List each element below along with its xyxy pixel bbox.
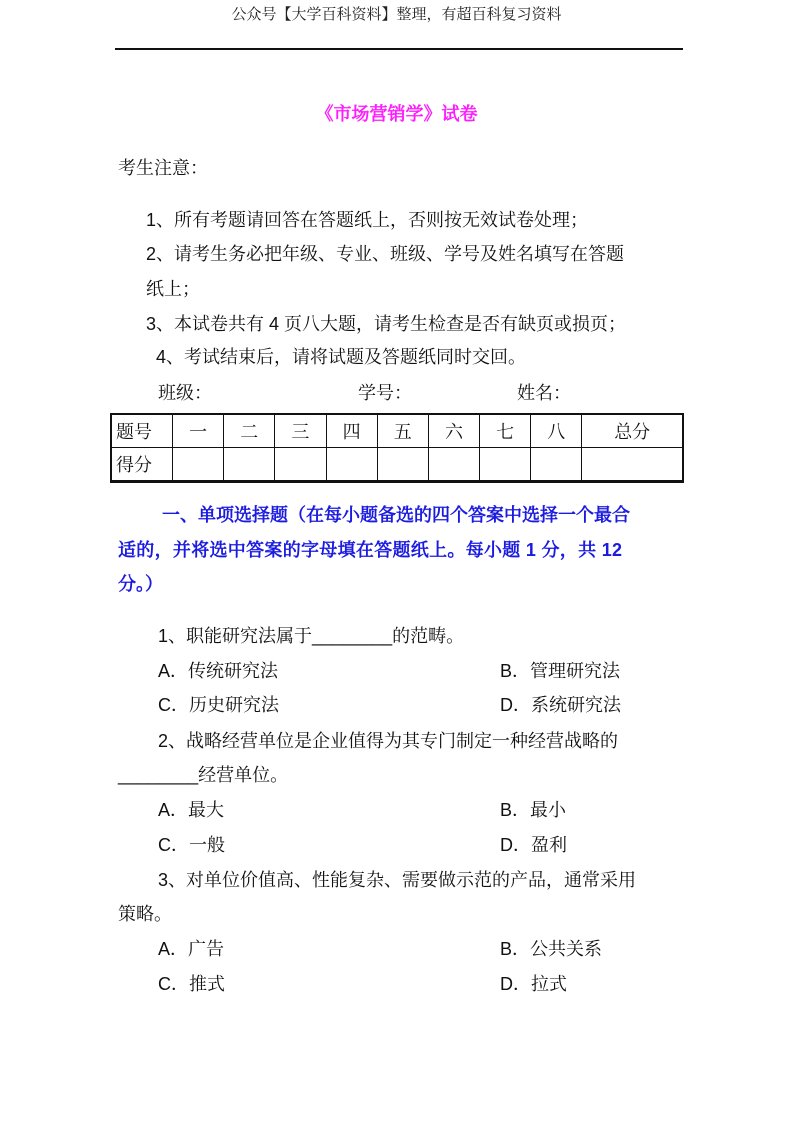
notice-item: 4、考试结束后，请将试题及答题纸同时交回。 bbox=[156, 347, 527, 367]
notice-item: 3、本试卷共有 4 页八大题，请考生检查是否有缺页或损页； bbox=[146, 314, 627, 334]
column-header: 五 bbox=[377, 414, 428, 448]
notice-item: 纸上； bbox=[146, 279, 200, 299]
name-field-label: 姓名： bbox=[517, 383, 571, 403]
column-header: 一 bbox=[173, 414, 224, 448]
option: B．管理研究法 bbox=[500, 661, 621, 681]
question-text: 1、职能研究法属于________的范畴。 bbox=[158, 626, 465, 646]
page-title: 《市场营销学》试卷 bbox=[315, 104, 478, 124]
column-header: 四 bbox=[326, 414, 377, 448]
question-text: 3、对单位价值高、性能复杂、需要做示范的产品，通常采用 bbox=[158, 870, 637, 890]
option: B．最小 bbox=[500, 800, 567, 820]
section-heading: 一、单项选择题（在每小题备选的四个答案中选择一个最合 bbox=[162, 505, 630, 525]
question-text: 2、战略经营单位是企业值得为其专门制定一种经营战略的 bbox=[158, 731, 619, 751]
option: D．系统研究法 bbox=[500, 695, 621, 715]
column-header: 八 bbox=[531, 414, 582, 448]
header-divider bbox=[115, 48, 683, 50]
option: C．一般 bbox=[158, 835, 225, 855]
section-heading: 分。） bbox=[118, 574, 163, 594]
row-label: 得分 bbox=[111, 448, 173, 482]
option: B．公共关系 bbox=[500, 939, 603, 959]
score-cell bbox=[224, 448, 275, 482]
student-id-field-label: 学号： bbox=[358, 383, 412, 403]
row-label: 题号 bbox=[111, 414, 173, 448]
option: A．最大 bbox=[158, 800, 225, 820]
option: A．传统研究法 bbox=[158, 661, 279, 681]
score-cell bbox=[582, 448, 683, 482]
score-cell bbox=[275, 448, 326, 482]
score-cell bbox=[480, 448, 531, 482]
table-row bbox=[111, 448, 683, 482]
header-watermark: 公众号【大学百科资料】整理，有超百科复习资料 bbox=[231, 7, 562, 23]
column-header: 六 bbox=[428, 414, 479, 448]
column-header: 三 bbox=[275, 414, 326, 448]
option: A．广告 bbox=[158, 939, 225, 959]
score-cell bbox=[377, 448, 428, 482]
score-cell bbox=[531, 448, 582, 482]
notice-item: 1、所有考题请回答在答题纸上，否则按无效试卷处理； bbox=[146, 210, 589, 230]
score-cell bbox=[326, 448, 377, 482]
column-header: 总分 bbox=[582, 414, 683, 448]
score-table bbox=[110, 413, 684, 483]
question-text: 策略。 bbox=[118, 904, 172, 924]
question-text: ________经营单位。 bbox=[118, 765, 289, 785]
section-heading: 适的，并将选中答案的字母填在答题纸上。每小题 1 分，共 12 bbox=[118, 540, 623, 560]
option: D．拉式 bbox=[500, 974, 567, 994]
notice-item: 2、请考生务必把年级、专业、班级、学号及姓名填写在答题 bbox=[146, 244, 625, 264]
table-row bbox=[111, 414, 683, 448]
score-cell bbox=[173, 448, 224, 482]
notice-heading: 考生注意： bbox=[118, 158, 208, 178]
option: D．盈利 bbox=[500, 835, 567, 855]
score-cell bbox=[428, 448, 479, 482]
option: C．历史研究法 bbox=[158, 695, 279, 715]
class-field-label: 班级： bbox=[158, 383, 212, 403]
column-header: 七 bbox=[480, 414, 531, 448]
column-header: 二 bbox=[224, 414, 275, 448]
option: C．推式 bbox=[158, 974, 225, 994]
